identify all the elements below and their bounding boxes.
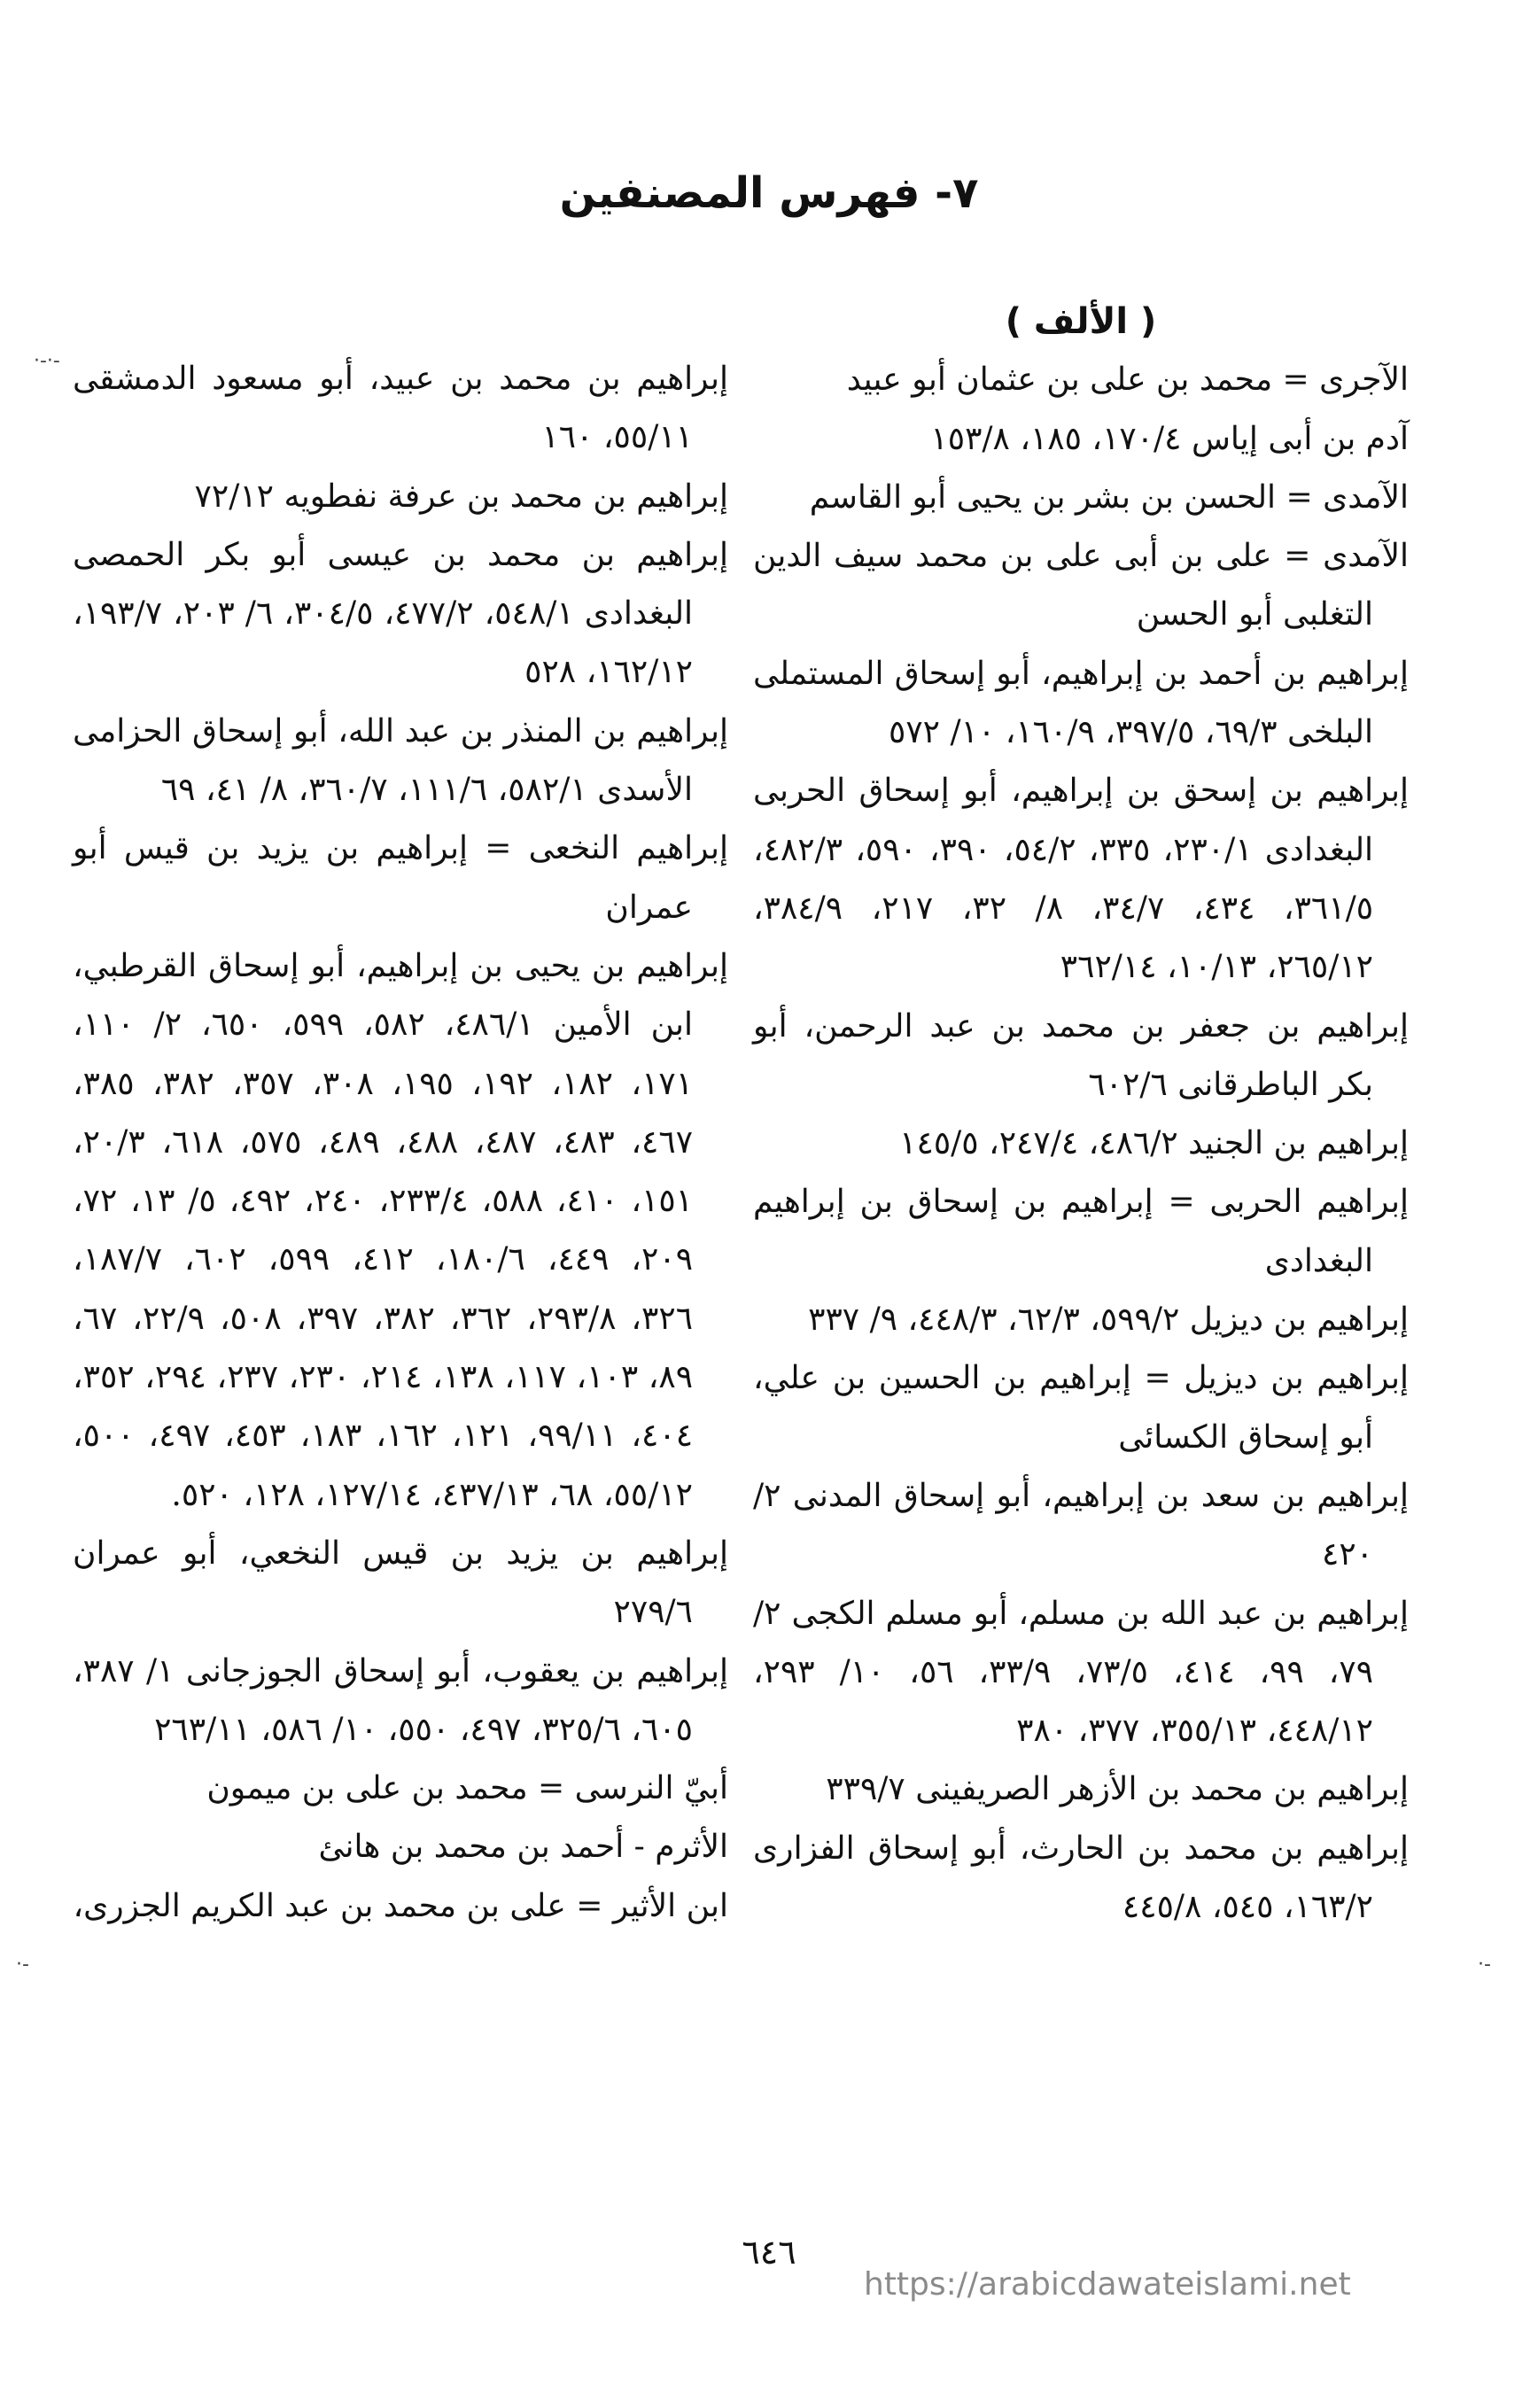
index-entry: إبراهيم النخعى = إبراهيم بن يزيد بن قيس أبو عمران — [73, 830, 728, 926]
index-entry: إبراهيم بن إسحق بن إبراهيم، أبو إسحاق الحربى البغدادى ٢٣٠/١، ٣٣٥، ٥٤/٢، ٣٩٠، ٥٩٠، ٤٨٢/٣، ٣٦١/٥، ٤٣٤، ٣٤/٧، ٨/ ٣٢، ٢١٧، ٣٨٤/٩، ٢٦٥/١٢، ١٠/١٣، ٣٦٢/١٤ — [753, 773, 1409, 986]
index-entry: إبراهيم بن محمد بن عرفة نفطويه ٧٢/١٢ — [194, 478, 728, 515]
index-entry: الآمدى = على بن أبى على بن محمد سيف الدين التغلبى أبو الحسن — [753, 538, 1409, 633]
index-entry: إبراهيم بن الجنيد ٤٨٦/٢، ٢٤٧/٤، ١٤٥/٥ — [899, 1125, 1409, 1162]
index-entry: إبراهيم بن أحمد بن إبراهيم، أبو إسحاق المستملى البلخى ٦٩/٣، ٣٩٧/٥، ١٦٠/٩، ١٠/ ٥٧٢ — [753, 655, 1410, 751]
index-entry: إبراهيم بن محمد بن الأزهر الصريفينى ٣٣٩/٧ — [826, 1771, 1409, 1808]
page-title: ٧- فهرس المصنفين — [559, 168, 979, 218]
index-entry: إبراهيم بن محمد بن عبيد، أبو مسعود الدمشقى ٥٥/١١، ١٦٠ — [73, 361, 729, 456]
index-entry: إبراهيم الحربى = إبراهيم بن إسحاق بن إبراهيم البغدادى — [753, 1184, 1409, 1279]
index-entry: إبراهيم بن يعقوب، أبو إسحاق الجوزجانى ١/ ٣٨٧، ٦٠٥، ٣٢٥/٦، ٤٩٧، ٥٥٠، ١٠/ ٥٨٦، ٢٦٣/١١ — [73, 1652, 728, 1748]
index-entry: إبراهيم بن جعفر بن محمد بن عبد الرحمن، أبو بكر الباطرقانى ٦٠٢/٦ — [753, 1007, 1409, 1103]
index-entry: إبراهيم بن يحيى بن إبراهيم، أبو إسحاق القرطبي، ابن الأمين ٤٨٦/١، ٥٨٢، ٥٩٩، ٦٥٠، ٢/ ١١٠، ١٧١، ١٨٢، ١٩٢، ١٩٥، ٣٠٨، ٣٥٧، ٣٨٢، ٣٨٥، ٤٦٧، ٤٨٣، ٤٨٧، ٤٨٨، ٤٨٩، ٥٧٥، ٦١٨، ٢٠/٣، ١٥١، ٤١٠، ٥٨٨، ٢٣٣/٤، ٢٤٠، ٤٩٢، ٥/ ١٣، ٧٢، ٢٠٩، ٤٤٩، ١٨٠/٦، ٤١٢، ٥٩٩، ٦٠٢، ١٨٧/٧، ٣٢٦، ٢٩٣/٨، ٣٦٢، ٣٨٢، ٣٩٧، ٥٠٨، ٢٢/٩، ٦٧، ٨٩، ١٠٣، ١١٧، ١٣٨، ٢١٤، ٢٣٠، ٢٣٧، ٢٩٤، ٣٥٢، ٤٠٤، ٩٩/١١، ١٢١، ١٦٢، ١٨٣، ٤٥٣، ٤٩٧، ٥٠٠، ٥٥/١٢، ٦٨، ٤٣٧/١٣، ١٢٧/١٤، ١٢٨، ٥٢٠. — [73, 947, 728, 1513]
index-entry: الآجرى = محمد بن على بن عثمان أبو عبيد — [846, 361, 1409, 399]
index-entry: إبراهيم بن المنذر بن عبد الله، أبو إسحاق الحزامى الأسدى ٥٨٢/١، ١١١/٦، ٣٦٠/٧، ٨/ ٤١، ٦٩ — [73, 712, 728, 809]
section-heading-alif: ( الألف ) — [1005, 301, 1157, 342]
index-entry: آدم بن أبى إياس ١٧٠/٤، ١٨٥، ١٥٣/٨ — [930, 420, 1409, 457]
index-entry: إبراهيم بن محمد بن الحارث، أبو إسحاق الفزارى ١٦٣/٢، ٥٤٥، ٤٤٥/٨ — [753, 1829, 1409, 1926]
page-number: ٦٤٦ — [742, 2233, 796, 2272]
scan-margin-mark: ·- — [1478, 1954, 1491, 1976]
watermark-url: https://arabicdawateislami.net — [864, 2266, 1351, 2303]
index-column-left — [73, 350, 728, 1936]
index-entry: الآمدى = الحسن بن بشر بن يحيى أبو القاسم — [809, 478, 1409, 516]
index-entry: إبراهيم بن ديزيل = إبراهيم بن الحسين بن علي، أبو إسحاق الكسائى — [753, 1360, 1409, 1456]
index-entry: إبراهيم بن يزيد بن قيس النخعي، أبو عمران ٢٧٩/٦ — [73, 1534, 728, 1631]
index-entry: إبراهيم بن عبد الله بن مسلم، أبو مسلم الكجى ٢/ ٧٩، ٩٩، ٤١٤، ٧٣/٥، ٣٣/٩، ٥٦، ١٠/ ٢٩٣، ٤٤٨/١٢، ٣٥٥/١٣، ٣٧٧، ٣٨٠ — [753, 1595, 1409, 1750]
index-column-right — [753, 292, 1409, 1937]
scan-margin-mark: ·-·- — [34, 350, 60, 372]
index-entry: إبراهيم بن ديزيل ٥٩٩/٢، ٦٢/٣، ٤٤٨/٣، ٩/ ٣٣٧ — [808, 1301, 1409, 1339]
index-entry: إبراهيم بن محمد بن عيسى أبو بكر الحمصى البغدادى ٥٤٨/١، ٤٧٧/٢، ٣٠٤/٥، ٦/ ٢٠٣، ١٩٣/٧، ١٦٢/١٢، ٥٢٨ — [73, 536, 728, 691]
scan-margin-mark: ·- — [16, 1954, 29, 1976]
index-entry: إبراهيم بن سعد بن إبراهيم، أبو إسحاق المدنى ٢/ ٤٢٠ — [753, 1477, 1409, 1573]
index-entry: ابن الأثير = على بن محمد بن عبد الكريم الجزرى، — [73, 1887, 728, 1924]
index-entry: أبيّ النرسى = محمد بن على بن ميمون — [206, 1770, 728, 1807]
index-entry: الأثرم - أحمد بن محمد بن هانئ — [318, 1829, 728, 1866]
